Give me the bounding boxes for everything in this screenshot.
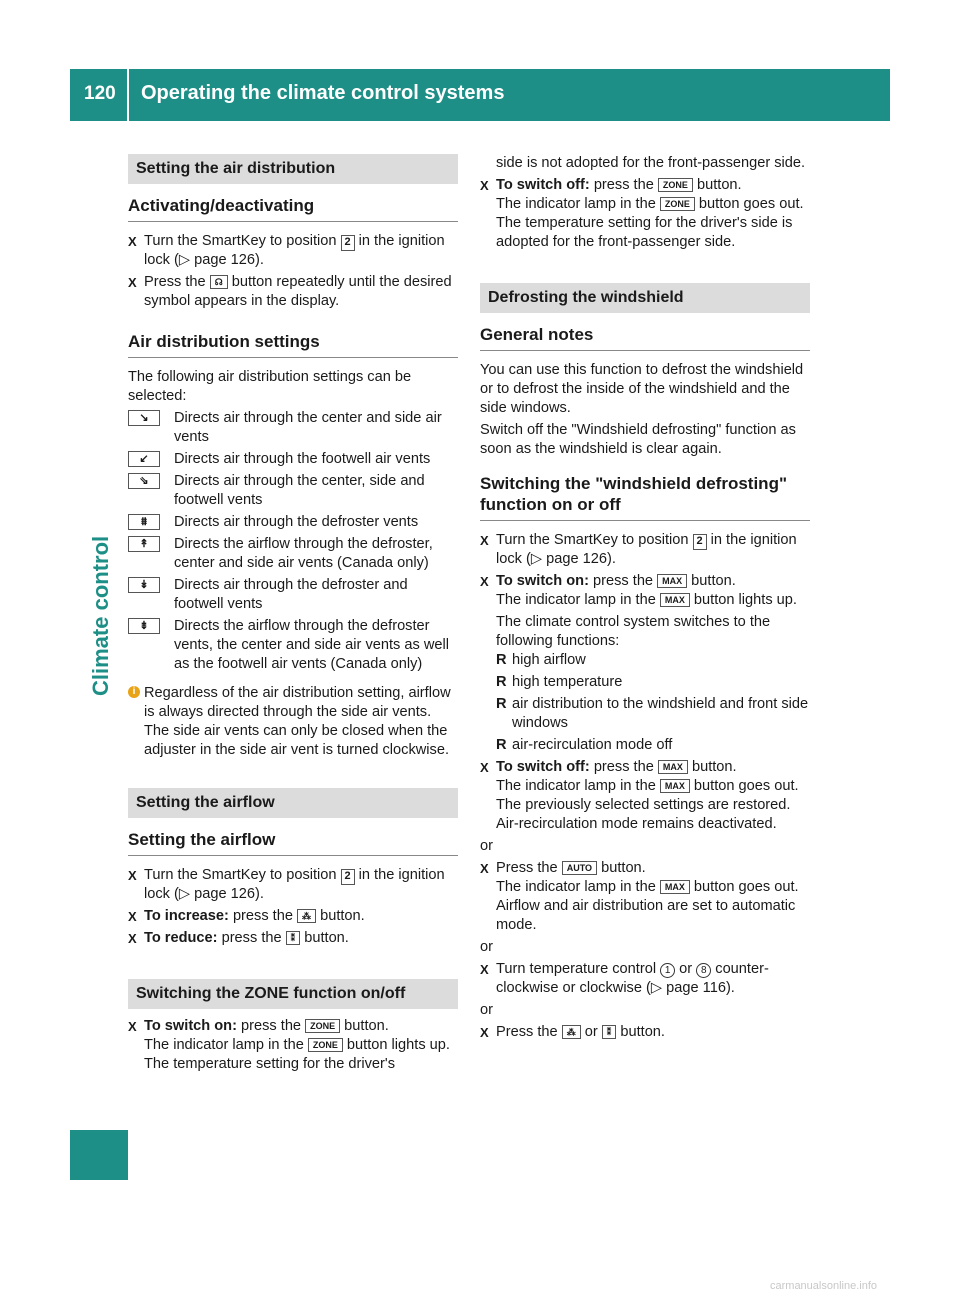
step-arrow-icon: X <box>480 1025 489 1040</box>
zone-button-icon: ZONE <box>660 197 695 211</box>
defrost-max-button-icon: MAX <box>660 880 690 894</box>
defrost-max-button-icon: MAX <box>657 574 687 588</box>
info-note: i Regardless of the air distribution setting, airflow is always directed through the side air vents. The side air vents can only be closed when the adjuster in the side air vent is turned clockwise. <box>128 684 458 760</box>
subheading-setting-airflow: Setting the airflow <box>128 829 458 856</box>
step: X To switch on: press the MAX button. The indicator lamp in the MAX button lights up. The climate control system switches to the following functions: R high airflow R high temperature R air distribution to the windshield and front side windows R air-recirculation mode off <box>480 573 809 753</box>
right-column <box>480 154 810 1045</box>
paragraph: You can use this function to defrost the windshield or to defrost the inside of the windshield and the side windows. <box>480 362 804 416</box>
setting-row: ⇟ Directs the airflow through the defroster vents, the center and side air vents as well as the footwell air vents (Canada only) <box>128 617 458 674</box>
step: X Press the AUTO button. The indicator lamp in the MAX button goes out. Airflow and air distribution are set to automatic mode. <box>480 860 799 933</box>
step-arrow-icon: X <box>480 178 489 193</box>
list-item: R air-recirculation mode off <box>496 737 673 753</box>
step: X Press the ☊ button repeatedly until the desired symbol appears in the display. <box>128 274 452 309</box>
air-defroster-icon: ⩩ <box>128 514 160 530</box>
list-item: R air distribution to the windshield and front side windows <box>496 696 809 731</box>
subheading-activating: Activating/deactivating <box>128 195 458 222</box>
setting-row: ↡ Directs air through the defroster and footwell vents <box>128 576 458 614</box>
step: X To reduce: press the ⁑ button. <box>128 930 349 946</box>
step-arrow-icon: X <box>128 931 137 946</box>
airflow-increase-icon: ⁂ <box>297 909 316 923</box>
air-defroster-footwell-icon: ↡ <box>128 577 160 593</box>
step: X To increase: press the ⁂ button. <box>128 908 365 924</box>
step-continued: side is not adopted for the front-passenger side. <box>496 155 806 171</box>
step-arrow-icon: X <box>128 909 137 924</box>
left-column <box>128 150 458 1077</box>
watermark-footer: carmanualsonline.info <box>770 1280 878 1292</box>
page-title: Operating the climate control systems <box>141 82 505 104</box>
air-center-side-footwell-icon: ⇘ <box>128 473 160 489</box>
step-arrow-icon: X <box>480 861 489 876</box>
header-divider <box>127 69 129 121</box>
temperature-control-1-icon: 1 <box>660 963 675 978</box>
air-center-side-icon: ↘ <box>128 410 160 426</box>
settings-list <box>128 409 458 674</box>
defrost-max-button-icon: MAX <box>660 779 690 793</box>
temperature-control-8-icon: 8 <box>696 963 711 978</box>
step-arrow-icon: X <box>128 275 137 290</box>
defrost-max-button-icon: MAX <box>660 593 690 607</box>
side-section-label <box>84 500 114 700</box>
air-footwell-icon: ↙ <box>128 451 160 467</box>
position-2-icon: 2 <box>341 869 355 885</box>
side-label-text: Climate control <box>88 535 113 696</box>
setting-row: ⇘ Directs air through the center, side and footwell vents <box>128 472 458 510</box>
position-2-icon: 2 <box>341 235 355 251</box>
airflow-increase-icon: ⁂ <box>562 1025 581 1039</box>
step: X Turn the SmartKey to position 2 in the ignition lock (▷ page 126). <box>128 233 445 268</box>
step: X Turn the SmartKey to position 2 in the ignition lock (▷ page 126). <box>480 532 797 567</box>
subheading-general-notes: General notes <box>480 324 810 351</box>
zone-button-icon: ZONE <box>308 1038 343 1052</box>
paragraph: Switch off the "Windshield defrosting" function as soon as the windshield is clear again. <box>480 422 796 457</box>
step: X To switch on: press the ZONE button. The indicator lamp in the ZONE button lights up. The temperature setting for the driver's <box>128 1018 450 1072</box>
step-arrow-icon: X <box>128 1019 137 1034</box>
airflow-reduce-icon: ⁑ <box>602 1025 617 1039</box>
step: X To switch off: press the MAX button. The indicator lamp in the MAX button goes out. The previously selected settings are restored. Air-recirculation mode remains deactivated. <box>480 759 799 832</box>
step: X Turn temperature control 1 or 8 counterclockwise or clockwise (▷ page 116). <box>480 961 769 996</box>
or-separator: or <box>480 939 493 955</box>
auto-button-icon: AUTO <box>562 861 597 875</box>
subheading-windshield-defrosting: Switching the "windshield defrosting" function on or off <box>480 473 810 521</box>
step-arrow-icon: X <box>480 574 489 589</box>
list-item: R high airflow <box>496 652 586 668</box>
air-distribution-button-icon: ☊ <box>210 275 228 289</box>
step-arrow-icon: X <box>480 533 489 548</box>
subheading-air-distribution-settings: Air distribution settings <box>128 331 458 358</box>
info-icon: i <box>128 686 140 698</box>
defrost-max-button-icon: MAX <box>658 760 688 774</box>
position-2-icon: 2 <box>693 534 707 550</box>
airflow-reduce-icon: ⁑ <box>286 931 301 945</box>
page-header <box>70 69 890 121</box>
section-title-air-distribution: Setting the air distribution <box>128 154 458 184</box>
air-defroster-center-side-icon: ↟ <box>128 536 160 552</box>
settings-intro: The following air distribution settings can be selected: <box>128 369 412 404</box>
or-separator: or <box>480 838 493 854</box>
page-number: 120 <box>84 83 116 104</box>
step: X Press the ⁂ or ⁑ button. <box>480 1024 665 1040</box>
zone-button-icon: ZONE <box>305 1019 340 1033</box>
section-title-airflow: Setting the airflow <box>128 788 458 818</box>
section-title-defrosting: Defrosting the windshield <box>480 283 810 313</box>
step-arrow-icon: X <box>480 962 489 977</box>
setting-row: ↙ Directs air through the footwell air vents <box>128 450 458 469</box>
setting-row: ⩩ Directs air through the defroster vents <box>128 513 458 532</box>
zone-button-icon: ZONE <box>658 178 693 192</box>
step-arrow-icon: X <box>480 760 489 775</box>
step: X To switch off: press the ZONE button. The indicator lamp in the ZONE button goes out. The temperature setting for the driver's side is adopted for the front-passenger side. <box>480 177 804 250</box>
step-arrow-icon: X <box>128 234 137 249</box>
step: X Turn the SmartKey to position 2 in the ignition lock (▷ page 126). <box>128 867 445 902</box>
list-item: R high temperature <box>496 674 623 690</box>
step-arrow-icon: X <box>128 868 137 883</box>
setting-row: ↟ Directs the airflow through the defroster, center and side air vents (Canada only) <box>128 535 458 573</box>
or-separator: or <box>480 1002 493 1018</box>
side-marker <box>70 1130 128 1180</box>
air-all-vents-icon: ⇟ <box>128 618 160 634</box>
setting-row: ↘ Directs air through the center and side air vents <box>128 409 458 447</box>
section-title-zone: Switching the ZONE function on/off <box>128 979 458 1009</box>
